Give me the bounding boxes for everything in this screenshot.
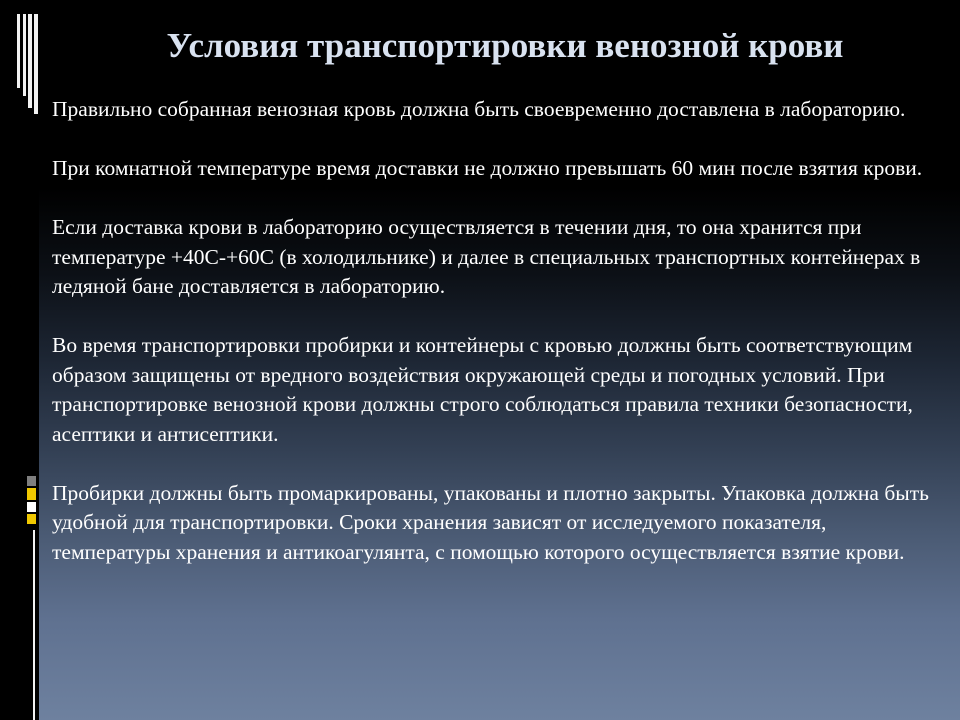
accent-block-white bbox=[27, 502, 36, 512]
paragraph-2: При комнатной температуре время доставки не должно превышать 60 мин после взятия крови. bbox=[52, 156, 923, 180]
slide-body bbox=[52, 95, 942, 567]
decor-bar-2 bbox=[23, 14, 26, 96]
paragraph-4: Во время транспортировки пробирки и контейнеры с кровью должны быть соответствующим образом защищены от вредного воздействия окружающей среды и погодных условий. При транспортировке венозной крови должны строго соблюдаться правила техники безопасности, асептики и антисептики. bbox=[52, 333, 913, 446]
slide-title: Условия транспортировки венозной крови bbox=[166, 26, 844, 65]
accent-block-yellow-1 bbox=[27, 488, 36, 500]
decor-bar-1 bbox=[17, 14, 20, 88]
decor-vertical-line bbox=[33, 530, 35, 720]
paragraph-3: Если доставка крови в лабораторию осуществляется в течении дня, то она хранится при температуре +40С-+60С (в холодильнике) и далее в специальных транспортных контейнерах в ледяной бане доставляется в лабораторию. bbox=[52, 215, 921, 298]
decor-bar-4 bbox=[34, 14, 38, 114]
paragraph-5: Пробирки должны быть промаркированы, упакованы и плотно закрыты. Упаковка должна быть удобной для транспортировки. Сроки хранения зависят от исследуемого показателя, температуры хранения и антикоагулянта, с помощью которого осуществляется взятие крови. bbox=[52, 480, 929, 564]
paragraph-1: Правильно собранная венозная кровь должна быть своевременно доставлена в лабораторию. bbox=[52, 97, 906, 121]
accent-block-gray bbox=[27, 476, 36, 486]
left-decoration-bar bbox=[0, 0, 39, 720]
decor-bar-3 bbox=[28, 14, 32, 108]
accent-block-yellow-2 bbox=[27, 514, 36, 524]
